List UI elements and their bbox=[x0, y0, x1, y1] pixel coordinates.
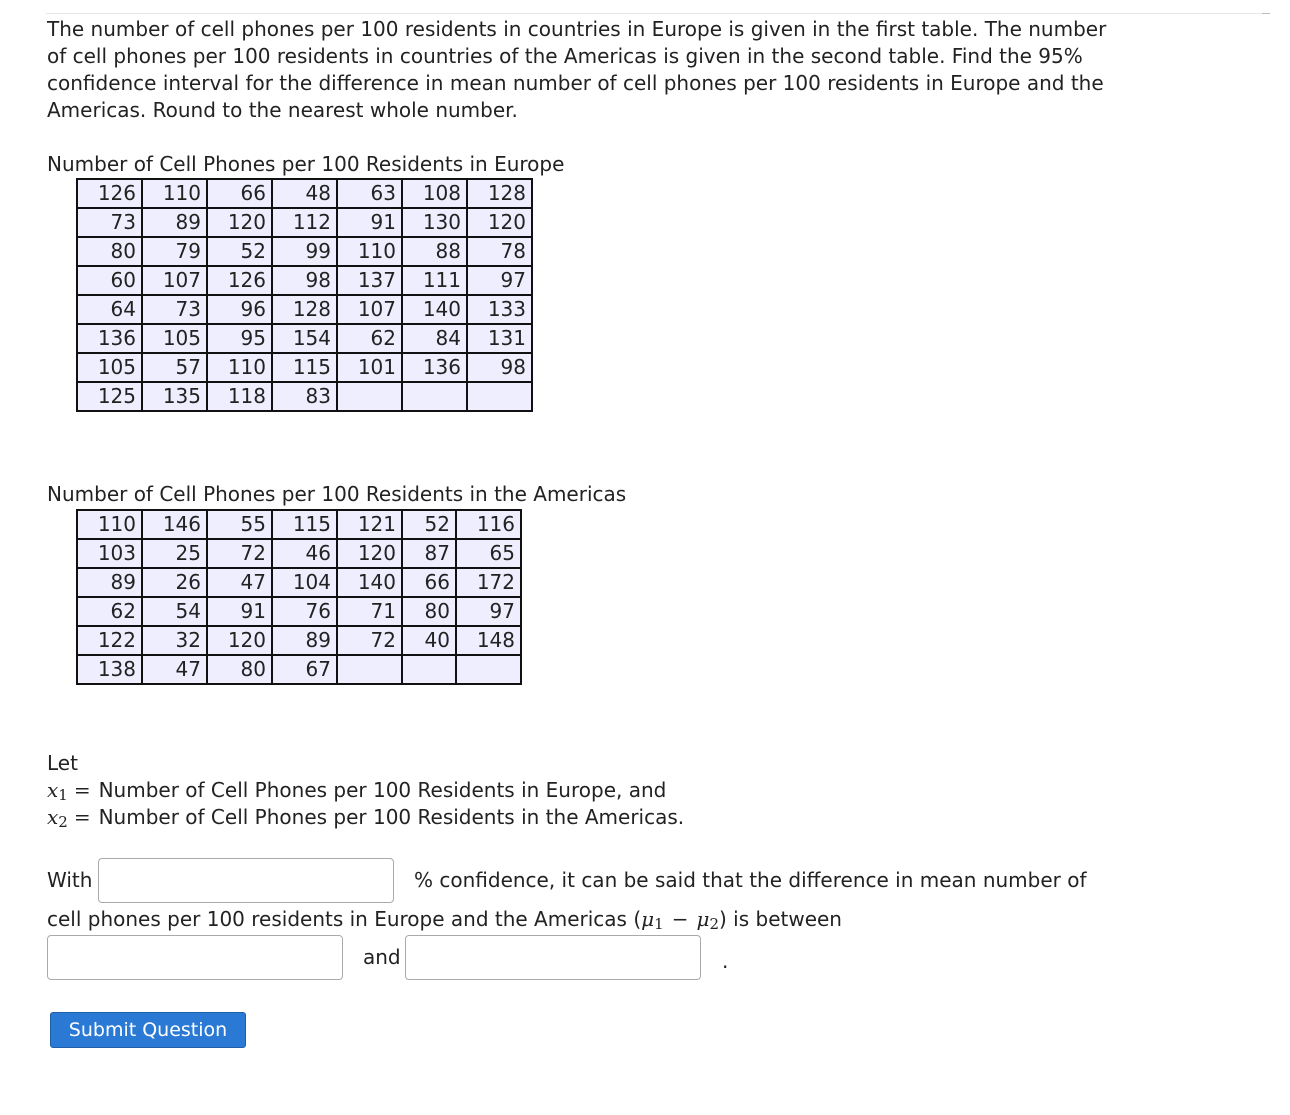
table-cell: 146 bbox=[142, 510, 207, 539]
let-label: Let bbox=[47, 751, 78, 775]
table-cell: 88 bbox=[402, 237, 467, 266]
table-row bbox=[77, 510, 521, 539]
table-cell: 172 bbox=[456, 568, 521, 597]
table-cell: 52 bbox=[402, 510, 456, 539]
table-cell: 103 bbox=[77, 539, 142, 568]
confidence-text: % confidence, it can be said that the difference in mean number of bbox=[414, 868, 1087, 892]
table-cell: 71 bbox=[337, 597, 402, 626]
table-cell: 72 bbox=[207, 539, 272, 568]
table-cell: 48 bbox=[272, 179, 337, 208]
table-cell: 137 bbox=[337, 266, 402, 295]
and-label: and bbox=[363, 945, 401, 969]
table-cell: 120 bbox=[207, 626, 272, 655]
table-cell: 121 bbox=[337, 510, 402, 539]
table-row bbox=[77, 295, 532, 324]
table-cell: 154 bbox=[272, 324, 337, 353]
table-row bbox=[77, 324, 532, 353]
table-cell: 26 bbox=[142, 568, 207, 597]
table-cell: 73 bbox=[77, 208, 142, 237]
table-cell: 136 bbox=[77, 324, 142, 353]
x2-symbol: $x_2$ bbox=[47, 805, 68, 831]
table-cell: 140 bbox=[402, 295, 467, 324]
table-cell: 62 bbox=[77, 597, 142, 626]
upper-bound-input[interactable] bbox=[405, 935, 701, 980]
table-cell: 60 bbox=[77, 266, 142, 295]
table-cell: 105 bbox=[77, 353, 142, 382]
table-cell: 122 bbox=[77, 626, 142, 655]
table-cell: 118 bbox=[207, 382, 272, 411]
table-cell: 148 bbox=[456, 626, 521, 655]
table-cell: 64 bbox=[77, 295, 142, 324]
table-cell: 107 bbox=[337, 295, 402, 324]
table-cell: 46 bbox=[272, 539, 337, 568]
table-cell: 67 bbox=[272, 655, 337, 684]
table-cell: 111 bbox=[402, 266, 467, 295]
table-cell bbox=[402, 655, 456, 684]
x2-text: Number of Cell Phones per 100 Residents in the Americas. bbox=[98, 805, 685, 829]
table-row bbox=[77, 539, 521, 568]
table-row bbox=[77, 208, 532, 237]
table-row bbox=[77, 597, 521, 626]
table-cell: 98 bbox=[272, 266, 337, 295]
table-cell: 79 bbox=[142, 237, 207, 266]
table-cell: 135 bbox=[142, 382, 207, 411]
table-row bbox=[77, 655, 521, 684]
table-row bbox=[77, 266, 532, 295]
table-cell bbox=[456, 655, 521, 684]
mu1-symbol: $\mu_1$ bbox=[641, 907, 664, 933]
europe-data-table bbox=[76, 178, 533, 412]
table-cell: 91 bbox=[337, 208, 402, 237]
table-cell: 76 bbox=[272, 597, 337, 626]
table-cell: 72 bbox=[337, 626, 402, 655]
americas-data-table bbox=[76, 509, 522, 685]
table-cell: 110 bbox=[337, 237, 402, 266]
table-cell: 115 bbox=[272, 510, 337, 539]
table-cell: 98 bbox=[467, 353, 532, 382]
mu2-symbol: $\mu_2$ bbox=[696, 907, 719, 933]
x1-equals: = bbox=[73, 778, 91, 802]
table-cell: 73 bbox=[142, 295, 207, 324]
with-label: With bbox=[47, 868, 93, 892]
table-cell: 105 bbox=[142, 324, 207, 353]
table-cell: 112 bbox=[272, 208, 337, 237]
table-cell: 47 bbox=[207, 568, 272, 597]
table-cell: 97 bbox=[456, 597, 521, 626]
table-cell: 63 bbox=[337, 179, 402, 208]
table-cell: 110 bbox=[207, 353, 272, 382]
table-cell: 138 bbox=[77, 655, 142, 684]
table-cell: 25 bbox=[142, 539, 207, 568]
top-right-mark bbox=[1262, 13, 1270, 14]
table-cell bbox=[402, 382, 467, 411]
table-cell: 108 bbox=[402, 179, 467, 208]
table-cell: 126 bbox=[77, 179, 142, 208]
table-cell: 96 bbox=[207, 295, 272, 324]
table-row bbox=[77, 568, 521, 597]
table-cell: 52 bbox=[207, 237, 272, 266]
table-cell: 120 bbox=[337, 539, 402, 568]
table-cell: 110 bbox=[77, 510, 142, 539]
table-cell: 128 bbox=[272, 295, 337, 324]
table-cell: 107 bbox=[142, 266, 207, 295]
confidence-level-input[interactable] bbox=[98, 858, 394, 903]
table-cell: 89 bbox=[77, 568, 142, 597]
table-cell bbox=[337, 655, 402, 684]
table-cell: 80 bbox=[207, 655, 272, 684]
table-cell: 101 bbox=[337, 353, 402, 382]
table-row bbox=[77, 179, 532, 208]
sentence-period: . bbox=[722, 949, 729, 973]
table-cell: 89 bbox=[142, 208, 207, 237]
table-cell: 99 bbox=[272, 237, 337, 266]
table-cell: 62 bbox=[337, 324, 402, 353]
table-cell: 47 bbox=[142, 655, 207, 684]
x2-equals: = bbox=[73, 805, 91, 829]
table-cell: 54 bbox=[142, 597, 207, 626]
top-divider bbox=[46, 13, 1266, 14]
table-cell: 91 bbox=[207, 597, 272, 626]
table-cell: 87 bbox=[402, 539, 456, 568]
table-cell: 133 bbox=[467, 295, 532, 324]
table-cell: 128 bbox=[467, 179, 532, 208]
table-cell: 83 bbox=[272, 382, 337, 411]
x1-text: Number of Cell Phones per 100 Residents in Europe, and bbox=[98, 778, 667, 802]
table-cell: 65 bbox=[456, 539, 521, 568]
table-row bbox=[77, 353, 532, 382]
table-cell: 95 bbox=[207, 324, 272, 353]
question-prompt: The number of cell phones per 100 residents in countries in Europe is given in the first table. The number of cell phones per 100 residents in countries of the Americas is given in the second table. Find the 95% confidence interval for the difference in mean number of cell phones per 100 residents in Europe and the Americas. Round to the nearest whole number. bbox=[47, 17, 1107, 122]
table-cell: 57 bbox=[142, 353, 207, 382]
table-cell: 110 bbox=[142, 179, 207, 208]
table-cell: 125 bbox=[77, 382, 142, 411]
table-cell: 55 bbox=[207, 510, 272, 539]
europe-table-caption: Number of Cell Phones per 100 Residents in Europe bbox=[47, 152, 565, 176]
table-row bbox=[77, 626, 521, 655]
submit-question-button[interactable]: Submit Question bbox=[50, 1012, 246, 1048]
table-cell: 130 bbox=[402, 208, 467, 237]
table-cell: 120 bbox=[207, 208, 272, 237]
table-cell bbox=[337, 382, 402, 411]
table-cell: 66 bbox=[402, 568, 456, 597]
table-cell: 84 bbox=[402, 324, 467, 353]
table-cell: 104 bbox=[272, 568, 337, 597]
table-cell: 140 bbox=[337, 568, 402, 597]
table-cell: 89 bbox=[272, 626, 337, 655]
table-cell: 32 bbox=[142, 626, 207, 655]
table-cell: 131 bbox=[467, 324, 532, 353]
difference-text: cell phones per 100 residents in Europe and the Americas $(\mu_1 - \mu_2)$ is between bbox=[47, 907, 842, 933]
table-cell bbox=[467, 382, 532, 411]
table-cell: 116 bbox=[456, 510, 521, 539]
x1-symbol: $x_1$ bbox=[47, 778, 68, 804]
table-row bbox=[77, 237, 532, 266]
lower-bound-input[interactable] bbox=[47, 935, 343, 980]
americas-table-caption: Number of Cell Phones per 100 Residents in the Americas bbox=[47, 482, 627, 506]
table-cell: 136 bbox=[402, 353, 467, 382]
table-cell: 80 bbox=[77, 237, 142, 266]
table-row bbox=[77, 382, 532, 411]
table-cell: 126 bbox=[207, 266, 272, 295]
table-cell: 120 bbox=[467, 208, 532, 237]
table-cell: 78 bbox=[467, 237, 532, 266]
table-cell: 80 bbox=[402, 597, 456, 626]
table-cell: 66 bbox=[207, 179, 272, 208]
table-cell: 40 bbox=[402, 626, 456, 655]
table-cell: 97 bbox=[467, 266, 532, 295]
table-cell: 115 bbox=[272, 353, 337, 382]
x2-definition bbox=[47, 804, 684, 836]
